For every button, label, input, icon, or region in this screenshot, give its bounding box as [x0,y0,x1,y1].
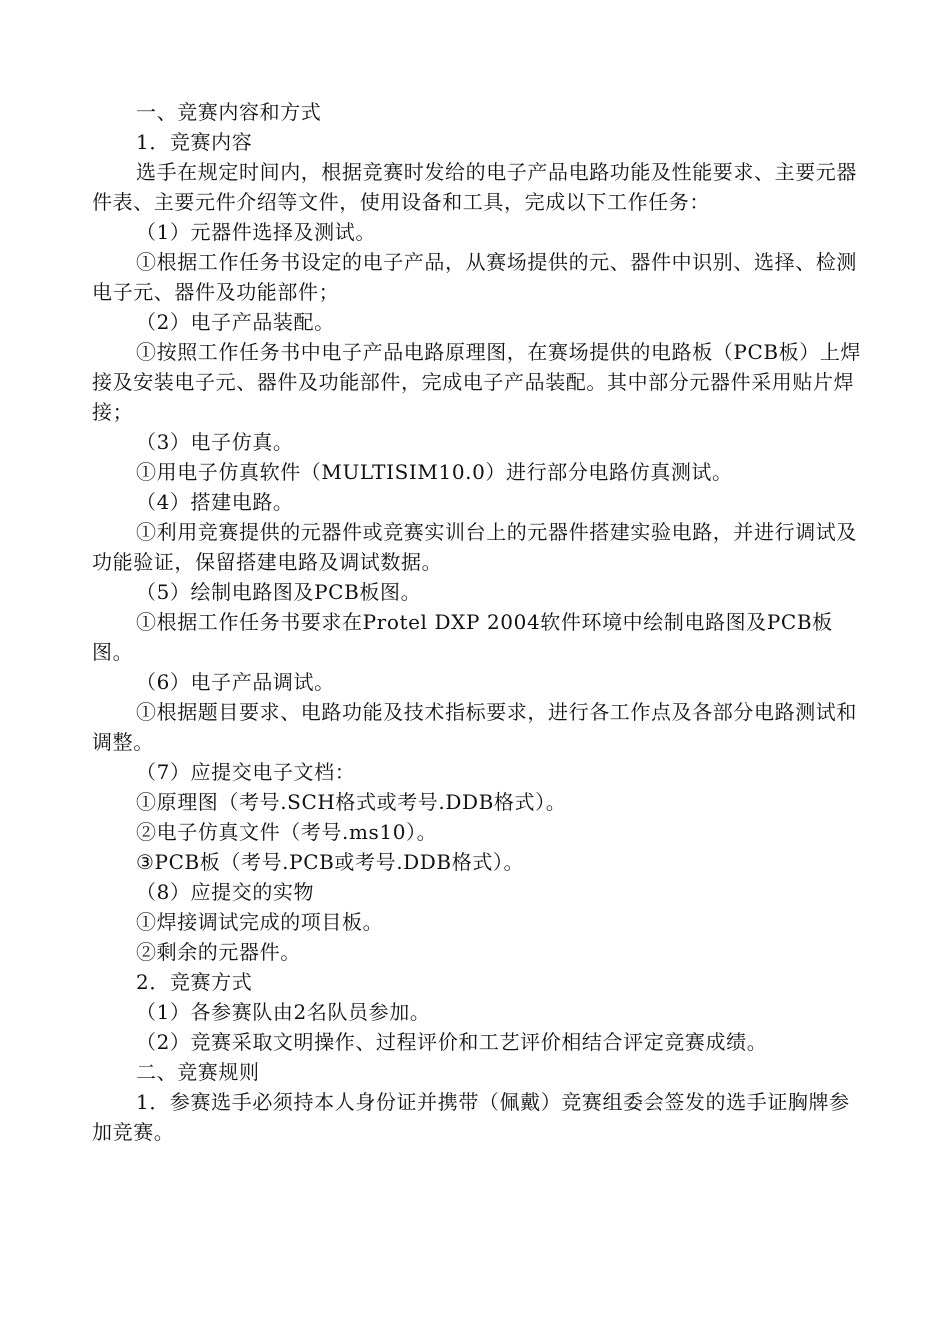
task-item-3: （3）电子仿真。 [136,430,294,454]
task-item-8-detail-a: ①焊接调试完成的项目板。 [136,910,384,934]
paragraph-intro: 选手在规定时间内，根据竞赛时发给的电子产品电路功能及性能要求、主要元器件表、主要元件介绍等文件，使用设备和工具，完成以下工作任务： [92,160,857,214]
task-item-6: （6）电子产品调试。 [136,670,335,694]
section-heading-rules: 二、竞赛规则 [136,1060,260,1084]
task-item-2: （2）电子产品装配。 [136,310,335,334]
task-item-5-detail: ①根据工作任务书要求在Protel DXP 2004软件环境中绘制电路图及PCB板图。 [92,610,833,664]
task-item-7-detail-c: ③PCB板（考号.PCB或考号.DDB格式）。 [136,850,525,874]
task-item-4: （4）搭建电路。 [136,490,294,514]
task-item-6-detail: ①根据题目要求、电路功能及技术指标要求，进行各工作点及各部分电路测试和调整。 [92,700,857,754]
subsection-heading-content: 1．竞赛内容 [136,130,253,154]
task-item-5: （5）绘制电路图及PCB板图。 [136,580,422,604]
task-item-1: （1）元器件选择及测试。 [136,220,376,244]
section-heading-competition-content: 一、竞赛内容和方式 [136,100,322,124]
task-item-1-detail: ①根据工作任务书设定的电子产品，从赛场提供的元、器件中识别、选择、检测电子元、器件及功能部件； [92,250,857,304]
task-item-2-detail: ①按照工作任务书中电子产品电路原理图，在赛场提供的电路板（PCB板）上焊接及安装电子元、器件及功能部件，完成电子产品装配。其中部分元器件采用贴片焊接； [92,340,862,424]
task-item-3-detail: ①用电子仿真软件（MULTISIM10.0）进行部分电路仿真测试。 [136,460,733,484]
task-item-7-detail-b: ②电子仿真文件（考号.ms10）。 [136,820,438,844]
task-item-8-detail-b: ②剩余的元器件。 [136,940,301,964]
subsection-heading-method: 2．竞赛方式 [136,970,253,994]
task-item-7: （7）应提交电子文档： [136,760,356,784]
document-body [92,97,867,1147]
rule-item-1: 1．参赛选手必须持本人身份证并携带（佩戴）竞赛组委会签发的选手证胸牌参加竞赛。 [92,1090,850,1144]
task-item-7-detail-a: ①原理图（考号.SCH格式或考号.DDB格式）。 [136,790,567,814]
task-item-4-detail: ①利用竞赛提供的元器件或竞赛实训台上的元器件搭建实验电路，并进行调试及功能验证，保留搭建电路及调试数据。 [92,520,857,574]
method-item-1: （1）各参赛队由2名队员参加。 [136,1000,431,1024]
method-item-2: （2）竞赛采取文明操作、过程评价和工艺评价相结合评定竞赛成绩。 [136,1030,768,1054]
task-item-8: （8）应提交的实物 [136,880,315,904]
